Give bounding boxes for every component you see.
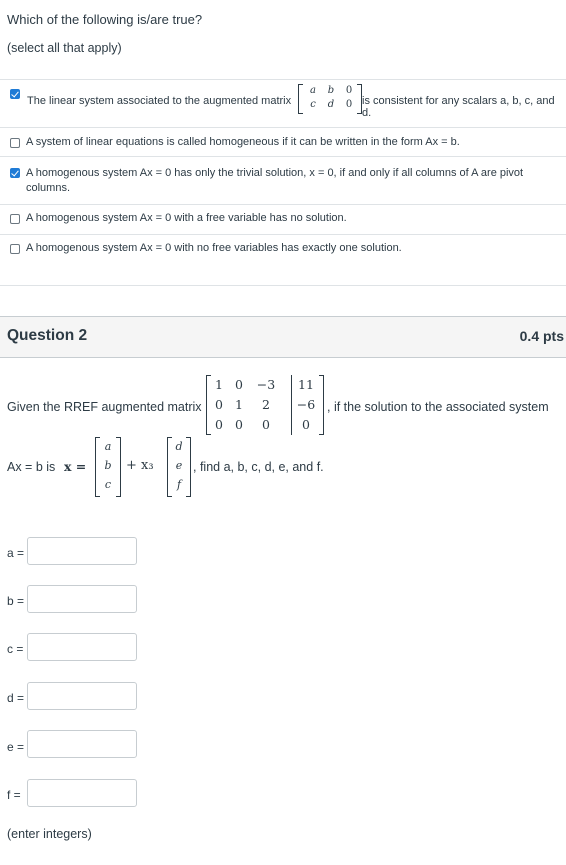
field-label-d: d =: [7, 691, 25, 705]
rref-cell: 0: [235, 417, 243, 432]
option-1[interactable]: [10, 87, 566, 123]
matrix-cell: b: [327, 85, 335, 96]
rref-prompt: Given the RREF augmented matrix: [7, 400, 202, 414]
question-2-header: [0, 316, 566, 358]
vector-entry: e: [175, 459, 183, 472]
option-2-text: A system of linear equations is called homogeneous if it can be written in the form Ax = b.: [26, 136, 460, 148]
question-2-points: 0.4 pts: [519, 328, 564, 344]
rref-cell: 0: [235, 377, 243, 392]
vector-entry: c: [104, 478, 112, 491]
rref-cell: 0: [302, 417, 310, 432]
plus-free-variable: + x₃: [126, 458, 154, 473]
rref-cell: 1: [215, 377, 223, 392]
divider: [0, 204, 566, 205]
divider: [0, 127, 566, 128]
answer-input-b[interactable]: [27, 585, 137, 613]
matrix-cell: d: [327, 99, 335, 110]
solution-variable: x =: [64, 459, 87, 474]
answer-input-f[interactable]: [27, 779, 137, 807]
vector-entry: b: [104, 459, 112, 472]
divider: [0, 285, 566, 286]
vector-entry: a: [104, 440, 112, 453]
answer-input-c[interactable]: [27, 633, 137, 661]
solution-lead: Ax = b is: [7, 460, 56, 474]
rref-cell: 0: [215, 397, 223, 412]
vector-entry: f: [176, 478, 182, 491]
option-5-checkbox[interactable]: [10, 244, 20, 254]
option-5-text: A homogenous system Ax = 0 with no free variables has exactly one solution.: [26, 242, 402, 254]
matrix-cell: a: [310, 85, 316, 96]
question-2-title: Question 2: [7, 327, 88, 344]
matrix-cell: 0: [345, 99, 353, 110]
question-1-instruction: (select all that apply): [7, 41, 122, 55]
option-4[interactable]: [10, 212, 347, 224]
option-4-text: A homogenous system Ax = 0 with a free variable has no solution.: [26, 212, 347, 224]
rref-cell: 1: [235, 397, 243, 412]
answer-instruction: (enter integers): [7, 827, 92, 841]
field-label-b: b =: [7, 594, 25, 608]
divider: [0, 234, 566, 235]
option-1-text-after: is consistent for any scalars a, b, c, and d.: [362, 95, 555, 119]
matrix-cell: c: [310, 99, 316, 110]
divider: [0, 156, 566, 157]
rref-cell: 11: [298, 377, 314, 392]
option-1-matrix: [298, 84, 362, 114]
option-3-text: A homogenous system Ax = 0 has only the trivial solution, x = 0, if and only if all columns of A are pivot columns.: [26, 167, 524, 194]
rref-cell: 2: [262, 397, 270, 412]
option-2-checkbox[interactable]: [10, 138, 20, 148]
rref-cell: −6: [296, 397, 316, 412]
divider: [0, 79, 566, 80]
vector-entry: d: [175, 440, 183, 453]
rref-cell: 0: [262, 417, 270, 432]
answer-input-e[interactable]: [27, 730, 137, 758]
solution-tail: , find a, b, c, d, e, and f.: [193, 460, 324, 474]
option-1-text-before: The linear system associated to the augmented matrix: [27, 95, 292, 107]
option-1-checkbox[interactable]: [10, 89, 20, 99]
matrix-cell: 0: [345, 85, 353, 96]
answer-input-a[interactable]: [27, 537, 137, 565]
option-3[interactable]: [10, 166, 530, 196]
option-3-checkbox[interactable]: [10, 168, 20, 178]
rref-prompt-continued: , if the solution to the associated system: [327, 400, 549, 414]
rref-cell: −3: [256, 377, 276, 392]
rref-cell: 0: [215, 417, 223, 432]
option-4-checkbox[interactable]: [10, 214, 20, 224]
answer-input-d[interactable]: [27, 682, 137, 710]
field-label-e: e =: [7, 740, 25, 754]
field-label-c: c =: [7, 642, 24, 656]
rref-matrix: [206, 375, 324, 435]
solution-vector-direction: [167, 437, 191, 497]
solution-vector-particular: [95, 437, 121, 497]
field-label-a: a =: [7, 546, 25, 560]
field-label-f: f =: [7, 788, 21, 802]
option-2[interactable]: [10, 136, 460, 148]
option-5[interactable]: [10, 242, 402, 254]
question-1-title: Which of the following is/are true?: [7, 12, 203, 27]
